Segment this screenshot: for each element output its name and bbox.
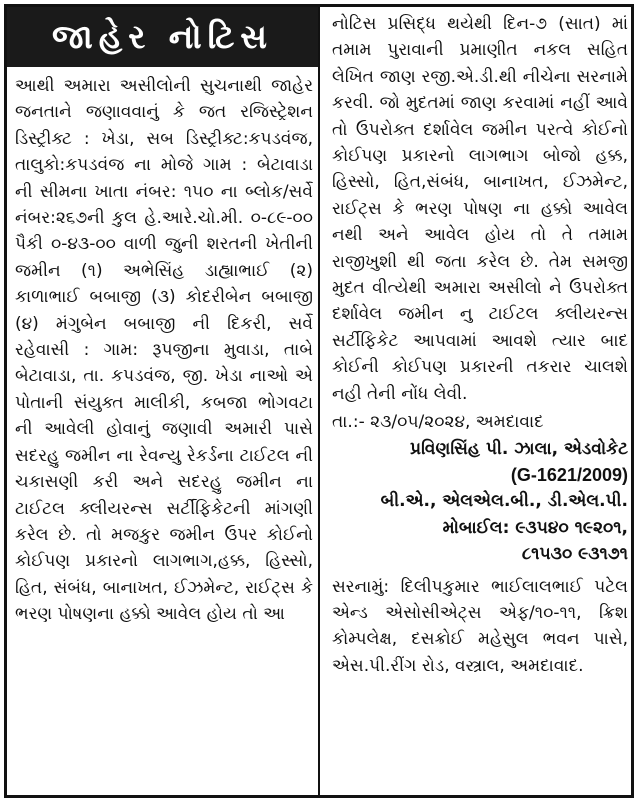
notice-body-right: નોટિસ પ્રસિદ્ધ થયેથી દિન-૭ (સાત) માં તમામ પુરાવાની પ્રમાણીત નકલ સહિત લેખિત જાણ રજી.એ.ડી.થી નીચેના સરનામે કરવી. જો મુદતમાં જાણ કરવામાં નહીં આવે તો ઉપરોક્ત દર્શાવેલ જમીન પરત્વે કોઈનો કોઈપણ પ્રકારનો લાગભાગ બોજો હક્ક, હિસ્સો, હિત,સંબંધ, બાનાખત, ઈઝમેન્ટ, રાઈટ્સ કે ભરણ પોષણ ના હક્કો આવેલ નથી અને આવેલ હોય તો તે તમામ રાજીખુશી થી જતા કરેલ છે. તેમ સમજી મુદત વીત્યેથી અમારા અસીલો ને ઉપરોક્ત દર્શાવેલ જમીન નુ ટાઈટલ ક્લીયરન્સ સર્ટીફિકેટ આપવામાં આવશે ત્યાર બાદ કોઈની કોઈપણ પ્રકારની તકરાર ચાલશે નહી તેની નોંધ લેવી. (332, 14, 628, 404)
notice-title: જાહેર નોટિસ (7, 7, 318, 67)
right-text-block (332, 11, 628, 679)
public-notice (4, 4, 634, 798)
notice-date: તા.:- ૨૩/૦૫/૨૦૨૪, અમદાવાદ (332, 412, 544, 433)
office-address: સરનામું: દિલીપકુમાર ભાઈલાલભાઈ પટેલ એન્ડ એસોસીએટ્સ એફ/૧૦-૧૧, ક્રિશ કોમ્પલેક્ષ, દસક્રોઈ મહેસુલ ભવન પાસે, એસ.પી.રીંગ રોડ, વસ્ત્રાલ, અમદાવાદ. (332, 576, 628, 676)
left-column (7, 7, 318, 795)
advocate-degree: બી.એ., એલએલ.બી., ડી.એલ.પી. (380, 491, 628, 512)
mobile-number-2: ૮૧૫૩૦ ૯૩૧૭૧ (521, 544, 628, 565)
mobile-number-1: મોબાઈલ: ૯૩૫૪૦ ૧૯૨૦૧, (442, 517, 628, 538)
notice-body-left: આથી અમારા અસીલોની સુચનાથી જાહેર જનતાને જણાવવાનું કે જત રજિસ્ટ્રેશન ડિસ્ટ્રીક્ટ : ખેડા, સબ ડિસ્ટ્રીક્ટ:કપડવંજ, તાલુકો:કપડવંજ ના મોજે ગામ : બેટાવાડા ની સીમના ખાતા નંબર: ૧૫૦ ના બ્લોક/સર્વે નંબર:૨૬૭ની કુલ હે.આરે.ચો.મી. ૦-૮૯-૦૦ પૈકી ૦-૪૩-૦૦ વાળી જુની શરતની ખેતીની જમીન (૧) અભેસિંહ ડાહ્યાભાઈ (૨) કાળાભાઈ બબાજી (૩) કોદરીબેન બબાજી (૪) મંગુબેન બબાજી ની દિકરી, સર્વે રહેવાસી : ગામ: રૂપજીના મુવાડા, તાબે બેટાવાડા, તા. કપડવંજ, જી. ખેડા નાઓ એ પોતાની સંયુક્ત માલીકી, કબજા ભોગવટા ની આવેલી હોવાનું જણાવી અમારી પાસે સદરહુ જમીન ના રેવન્યુ રેકર્ડના ટાઈટલ ની ચકાસણી કરી અને સદરહુ જમીન ના ટાઈટલ ક્લીયરન્સ સર્ટીફિકેટની માંગણી કરેલ છે. તો મજકુર જમીન ઉપર કોઈનો કોઈપણ પ્રકારનો લાગભાગ,હક્ક, હિસ્સો, હિત, સંબંધ, બાનાખત, ઈઝમેન્ટ, રાઈટ્સ કે ભરણ પોષણના હક્કો આવેલ હોય તો આ (15, 76, 313, 625)
registration-number: (G-1621/2009) (510, 464, 628, 485)
right-column (320, 7, 631, 795)
advocate-name: પ્રવિણસિંહ પી. ઝાલા, એડવોકેટ (410, 438, 628, 459)
